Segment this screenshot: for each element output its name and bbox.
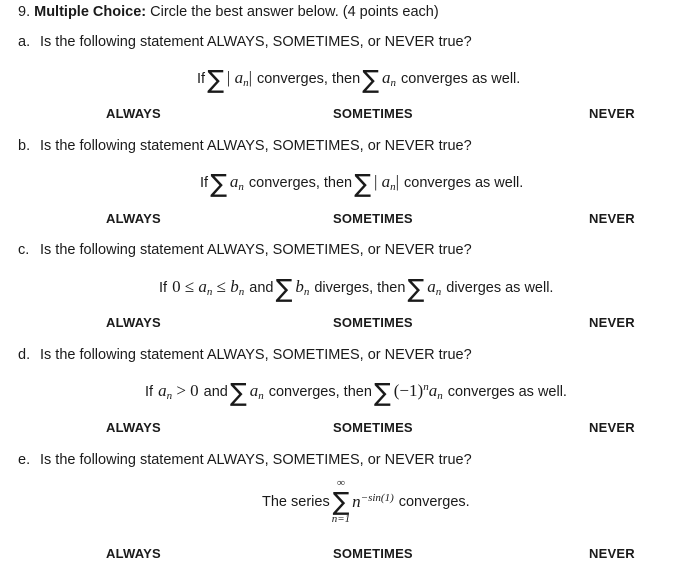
math-expression: $a_n$ — [249, 381, 264, 402]
statement-word: The series — [262, 493, 330, 510]
choice-sometimes[interactable]: SOMETIMES — [333, 106, 413, 121]
choice-always[interactable]: ALWAYS — [106, 106, 161, 121]
choice-never[interactable]: NEVER — [589, 106, 635, 121]
math-expression: $a_n$ — [382, 68, 397, 89]
math-expression: $b_n$ — [295, 277, 310, 298]
statement-word: If — [145, 383, 154, 400]
statement-word: converges, then — [268, 383, 372, 400]
choice-sometimes[interactable]: SOMETIMES — [333, 315, 413, 330]
choice-always[interactable]: ALWAYS — [106, 211, 161, 226]
problem-instructions: Circle the best answer below. (4 points each) — [150, 4, 439, 20]
question-label: a. — [18, 34, 31, 50]
question-a-statement — [197, 65, 521, 94]
math-expression: $0 \le a_n \le b_n$ — [172, 277, 245, 298]
statement-word: converges. — [398, 493, 470, 510]
statement-word: and — [203, 383, 228, 400]
math-expression: $n^{-sin(1)}$ — [352, 491, 394, 511]
problem-header — [18, 4, 439, 20]
statement-word: converges, then — [248, 174, 353, 191]
math-expression: $a_n$ — [427, 277, 442, 298]
question-text: Is the following statement ALWAYS, SOMETIMES, or NEVER true? — [40, 138, 472, 154]
statement-word: diverges as well. — [446, 279, 554, 296]
summation — [332, 478, 350, 525]
question-label: d. — [18, 347, 31, 363]
statement-word: converges as well. — [404, 174, 524, 191]
choice-sometimes[interactable]: SOMETIMES — [333, 211, 413, 226]
math-expression: $a_n > 0$ — [158, 381, 199, 402]
math-expression: | $a_n|$ — [226, 68, 252, 89]
statement-word: converges as well. — [447, 383, 567, 400]
sigma-symbol: ∑ — [210, 169, 227, 198]
sigma-symbol: ∑ — [332, 487, 350, 516]
sum-lower-limit: n=1 — [331, 513, 351, 525]
question-text: Is the following statement ALWAYS, SOMETIMES, or NEVER true? — [40, 34, 472, 50]
choice-never[interactable]: NEVER — [589, 211, 635, 226]
question-label: e. — [18, 452, 31, 468]
statement-word: If — [197, 70, 206, 87]
question-c-prompt — [18, 242, 472, 258]
sigma-symbol: ∑ — [354, 169, 371, 198]
choice-never[interactable]: NEVER — [589, 546, 635, 561]
math-expression: $(-1)^na_n$ — [393, 381, 443, 402]
choice-always[interactable]: ALWAYS — [106, 546, 161, 561]
sigma-symbol: ∑ — [275, 274, 293, 303]
choice-sometimes[interactable]: SOMETIMES — [333, 546, 413, 561]
sigma-symbol: ∑ — [362, 65, 380, 94]
sigma-symbol: ∑ — [373, 378, 391, 407]
math-expression: $a_n$ — [229, 172, 244, 193]
problem-number: 9. — [18, 4, 31, 20]
question-label: b. — [18, 138, 31, 154]
statement-word: If — [159, 279, 168, 296]
sum-upper-limit: ∞ — [337, 477, 345, 489]
question-c-statement — [159, 274, 554, 303]
problem-title: Multiple Choice: — [34, 4, 147, 20]
choice-sometimes[interactable]: SOMETIMES — [333, 420, 413, 435]
statement-word: and — [249, 279, 274, 296]
sigma-symbol: ∑ — [407, 274, 425, 303]
question-d-statement — [145, 378, 567, 407]
math-expression: | $a_n|$ — [373, 172, 400, 193]
statement-word: converges, then — [256, 70, 361, 87]
question-b-prompt — [18, 138, 472, 154]
choice-always[interactable]: ALWAYS — [106, 420, 161, 435]
question-text: Is the following statement ALWAYS, SOMETIMES, or NEVER true? — [40, 452, 472, 468]
question-a-prompt — [18, 34, 472, 50]
question-text: Is the following statement ALWAYS, SOMETIMES, or NEVER true? — [40, 347, 472, 363]
question-e-statement — [262, 478, 470, 525]
sigma-symbol: ∑ — [229, 378, 247, 407]
statement-word: diverges, then — [314, 279, 406, 296]
question-label: c. — [18, 242, 30, 258]
question-text: Is the following statement ALWAYS, SOMETIMES, or NEVER true? — [40, 242, 472, 258]
choice-never[interactable]: NEVER — [589, 315, 635, 330]
choice-always[interactable]: ALWAYS — [106, 315, 161, 330]
statement-word: If — [200, 174, 209, 191]
choice-never[interactable]: NEVER — [589, 420, 635, 435]
statement-word: converges as well. — [401, 70, 521, 87]
question-e-prompt — [18, 452, 472, 468]
question-d-prompt — [18, 347, 472, 363]
question-b-statement — [200, 169, 524, 198]
sigma-symbol: ∑ — [207, 65, 224, 94]
